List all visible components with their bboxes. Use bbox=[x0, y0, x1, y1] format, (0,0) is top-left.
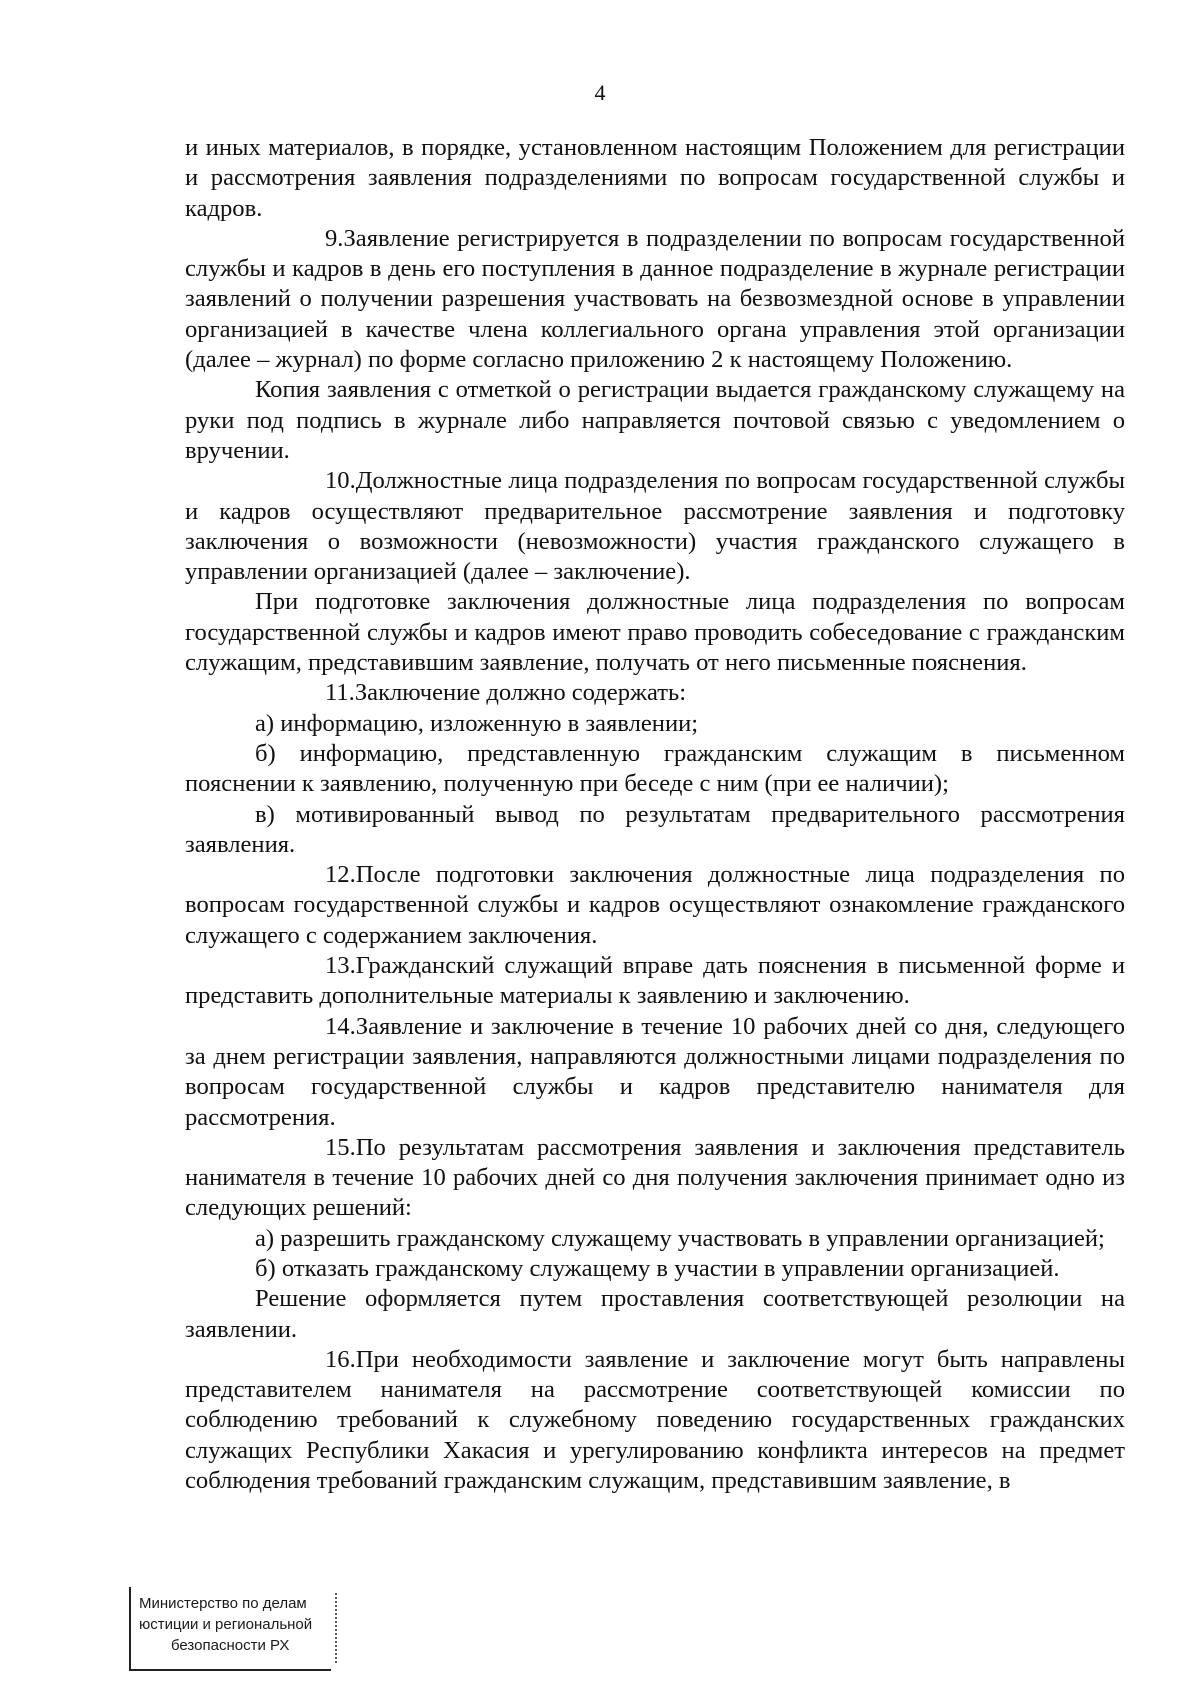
paragraph-text: а) информацию, изложенную в заявлении; bbox=[255, 709, 699, 737]
stamp-border bbox=[333, 1593, 337, 1663]
paragraph-text: Гражданский служащий вправе дать пояснения в письменной форме и представить дополнительные материалы к заявлению и заключению. bbox=[185, 952, 1125, 1010]
paragraph-number: 14. bbox=[325, 1012, 356, 1040]
list-item bbox=[185, 1224, 1125, 1254]
numbered-paragraph bbox=[185, 466, 1125, 587]
paragraph-number: 9. bbox=[325, 224, 344, 252]
page-number: 4 bbox=[594, 80, 606, 105]
list-item bbox=[185, 1254, 1125, 1284]
stamp-line: Министерство по делам bbox=[139, 1595, 307, 1612]
paragraph-number: 15. bbox=[325, 1133, 356, 1161]
paragraph-text: После подготовки заключения должностные лица подразделения по вопросам государственной службы и кадров осуществляют ознакомление гражданского служащего с содержанием заключения. bbox=[185, 861, 1125, 949]
registration-stamp bbox=[129, 1587, 331, 1671]
stamp-line: юстиции и региональной bbox=[139, 1616, 313, 1633]
paragraph-text: б) отказать гражданскому служащему в участии в управлении организацией. bbox=[255, 1254, 1060, 1282]
paragraph-text: б) информацию, представленную гражданским служащим в письменном пояснении к заявлению, полученную при беседе с ним (при ее наличии); bbox=[185, 739, 1125, 798]
paragraph-number: 12. bbox=[325, 861, 356, 889]
stamp-line: безопасности РХ bbox=[171, 1637, 290, 1654]
list-item bbox=[185, 709, 1125, 739]
paragraph bbox=[185, 375, 1125, 466]
paragraph-text: Заявление и заключение в течение 10 рабочих дней со дня, следующего за днем регистрации заявления, направляются должностными лицами подразделения по вопросам государственной службы и кадров представителю нанимателя для рассмотрения. bbox=[185, 1012, 1125, 1131]
paragraph-text: Решение оформляется путем проставления соответствующей резолюции на заявлении. bbox=[185, 1285, 1125, 1343]
paragraph bbox=[185, 1284, 1125, 1345]
paragraph-text: в) мотивированный вывод по результатам предварительного рассмотрения заявления. bbox=[185, 800, 1125, 858]
paragraph-text: а) разрешить гражданскому служащему участвовать в управлении организацией; bbox=[255, 1224, 1105, 1252]
paragraph bbox=[185, 133, 1125, 224]
paragraph-text: и иных материалов, в порядке, установленном настоящим Положением для регистрации и рассмотрения заявления подразделениями по вопросам государственной службы и кадров. bbox=[185, 134, 1125, 222]
paragraph bbox=[185, 587, 1125, 678]
numbered-paragraph bbox=[185, 1012, 1125, 1133]
numbered-paragraph bbox=[185, 1345, 1125, 1496]
paragraph-text: Заявление регистрируется в подразделении по вопросам государственной службы и кадров в день его поступления в данное подразделение в журнале регистрации заявлений о получении разрешения участвовать на безвозмездной основе в управлении организацией в качестве члена коллегиального органа управления этой организации (далее – журнал) по форме согласно приложению 2 к настоящему Положению. bbox=[185, 224, 1125, 374]
numbered-paragraph bbox=[185, 860, 1125, 951]
paragraph-text: Должностные лица подразделения по вопросам государственной службы и кадров осуществляют предварительное рассмотрение заявления и подготовку заключения о возможности (невозможности) участия гражданского служащего в управлении организацией (далее – заключение). bbox=[185, 467, 1125, 586]
paragraph-text: При подготовке заключения должностные лица подразделения по вопросам государственной службы и кадров имеют право проводить собеседование с гражданским служащим, представившим заявление, получать от него письменные пояснения. bbox=[185, 588, 1125, 677]
paragraph-text: По результатам рассмотрения заявления и заключения представитель нанимателя в течение 10 рабочих дней со дня получения заключения принимает одно из следующих решений: bbox=[185, 1133, 1125, 1222]
paragraph-number: 11. bbox=[325, 679, 355, 707]
paragraph-number: 16. bbox=[325, 1345, 356, 1373]
paragraph-text: Заключение должно содержать: bbox=[354, 679, 687, 707]
numbered-paragraph bbox=[185, 224, 1125, 375]
list-item bbox=[185, 739, 1125, 800]
paragraph-number: 10. bbox=[325, 467, 356, 495]
list-item bbox=[185, 800, 1125, 861]
paragraph-text: Копия заявления с отметкой о регистрации выдается гражданскому служащему на руки под подпись в журнале либо направляется почтовой связью с уведомлением о вручении. bbox=[185, 376, 1125, 464]
paragraph-text: При необходимости заявление и заключение могут быть направлены представителем нанимателя на рассмотрение соответствующей комиссии по соблюдению требований к служебному поведению государственных гражданских служащих Республики Хакасия и урегулированию конфликта интересов на предмет соблюдения требований гражданским служащим, представившим заявление, в bbox=[185, 1345, 1125, 1495]
numbered-paragraph bbox=[185, 678, 1125, 708]
paragraph-number: 13. bbox=[325, 952, 356, 980]
document-body bbox=[185, 133, 1125, 1496]
numbered-paragraph bbox=[185, 1133, 1125, 1224]
numbered-paragraph bbox=[185, 951, 1125, 1012]
